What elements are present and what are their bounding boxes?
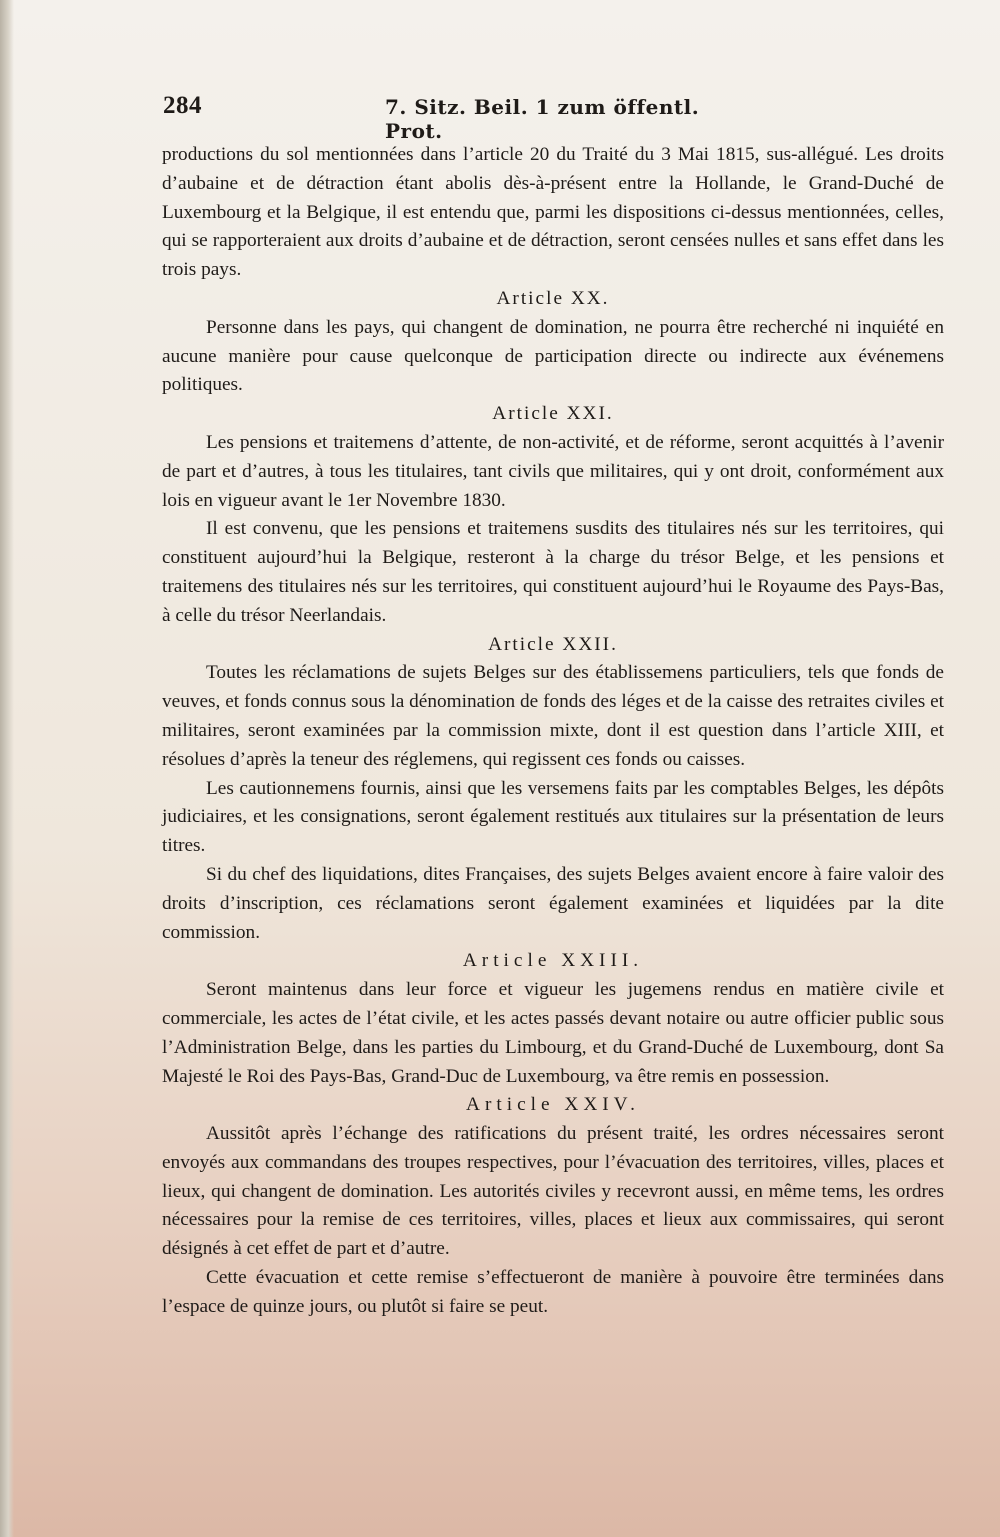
paragraph-article-xxiv-1: Aussitôt après l’échange des ratifications du présent traité, les ordres nécessaires seront envoyés aux commandans des troupes respectives, pour l’évacuation des territoires, villes, places et lieux, qui changent de domination. Les autorités civiles y recevront aussi, en même tems, les ordres nécessaires pour la remise de ces territoires, villes, places et lieux aux commissaires, qui seront désignés à cet effet de part et d’autre. (162, 1123, 944, 1260)
body-text (162, 141, 944, 1322)
page-header (163, 92, 743, 143)
article-heading-xxi: Article XXI. (492, 403, 614, 425)
paragraph-article-xxii-2: Les cautionnemens fournis, ainsi que les versemens faits par les comptables Belges, les dépôts judiciaires, et les consignations, seront également restitués aux titulaires sur la présentation de leurs titres. (162, 777, 944, 857)
paragraph-article-xxiii: Seront maintenus dans leur force et vigueur les jugemens rendus en matière civile et commerciale, les actes de l’état civile, et les actes passés devant notaire ou autre officier public sous l’Administration Belge, dans les parties du Limbourg, et du Grand-Duché de Luxembourg, dont Sa Majesté le Roi des Pays-Bas, Grand-Duc de Luxembourg, va être remis en possession. (162, 979, 944, 1087)
paragraph-article-xxii-3: Si du chef des liquidations, dites Françaises, des sujets Belges avaient encore à faire valoir des droits d’inscription, ces réclamations seront également examinées et liquidées par la dite commission. (162, 863, 944, 943)
article-heading-xxiii: Article XXIII. (462, 950, 644, 972)
paragraph-article-xxii-1: Toutes les réclamations de sujets Belges sur des établissemens particuliers, tels que fonds de veuves, et fonds connus sous la dénomination de fonds des léges et de la caisse des retraites civiles et militaires, seront examinées par la commission mixte, dont il est question dans l’article XIII, et résolues d’après la teneur des réglemens, qui regissent ces fonds ou caisses. (162, 662, 944, 770)
paragraph-article-xxi-2: Il est convenu, que les pensions et traitemens susdits des titulaires nés sur les territoires, qui constituent aujourd’hui la Belgique, resteront à la charge du trésor Belge, et les pensions et traitemens des titulaires nés sur les territoires, qui constituent aujourd’hui le Royaume des Pays-Bas, à celle du trésor Neerlandais. (162, 518, 944, 626)
page-edge (0, 0, 14, 1537)
paragraph-article-xx: Personne dans les pays, qui changent de domination, ne pourra être recherché ni inquiété en aucune manière pour cause quelconque de participation directe ou indirecte aux événemens politiques. (162, 316, 944, 396)
paragraph-article-xxiv-2: Cette évacuation et cette remise s’effectueront de manière à pouvoire être terminées dans l’espace de quinze jours, ou plutôt si faire se peut. (162, 1267, 944, 1317)
article-heading-xx: Article XX. (496, 287, 610, 309)
article-heading-xxii: Article XXII. (488, 633, 618, 655)
paragraph-article-xxi-1: Les pensions et traitemens d’attente, de non-activité, et de réforme, seront acquittés à l’avenir de part et d’autres, à tous les titulaires, tant civils que militaires, qui y ont droit, conformément aux lois en vigueur avant le 1er Novembre 1830. (162, 431, 944, 511)
article-heading-xxiv: Article XXIV. (466, 1094, 640, 1116)
paragraph-continuation: productions du sol mentionnées dans l’article 20 du Traité du 3 Mai 1815, sus-allégué. Les droits d’aubaine et de détraction étant abolis dès-à-présent entre la Hollande, le Grand-Duché de Luxembourg et la Belgique, il est entendu que, parmi les dispositions ci-dessus mentionnées, celles, qui se rapporteraient aux droits d’aubaine et de détraction, seront censées nulles et sans effet dans les trois pays. (162, 144, 944, 281)
running-head: 7. Sitz. Beil. 1 zum öffentl. Prot. (385, 95, 700, 143)
page-number: 284 (163, 92, 202, 119)
